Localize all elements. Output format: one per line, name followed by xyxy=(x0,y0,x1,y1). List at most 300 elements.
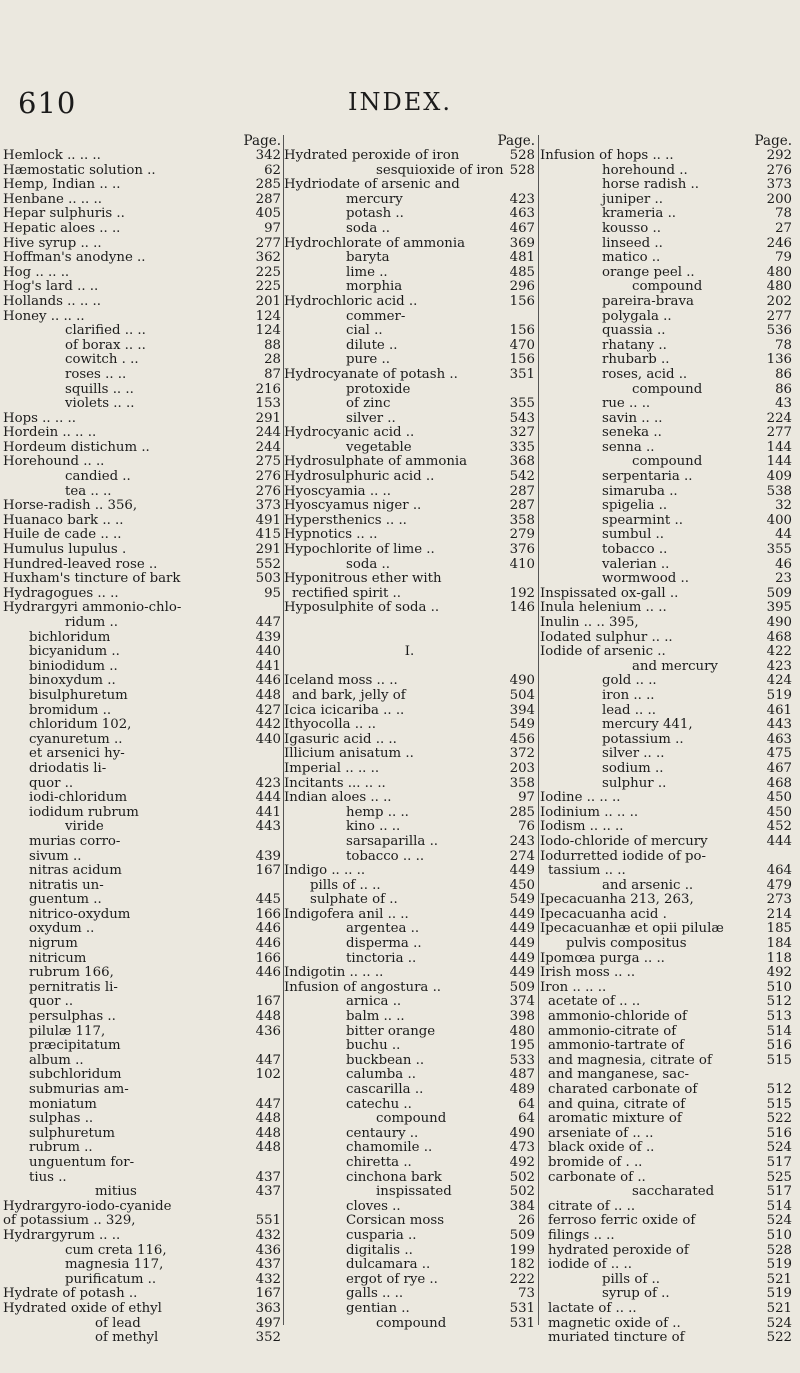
entry-term: subchloridum xyxy=(29,1067,122,1083)
blank-line xyxy=(284,631,535,646)
entry-page: 427 xyxy=(255,702,281,718)
index-entry xyxy=(540,835,792,850)
entry-term: tea .. .. xyxy=(65,483,112,499)
entry-page: 97 xyxy=(518,790,535,806)
entry-term: compound xyxy=(376,1111,447,1127)
entry-term: pernitratis li- xyxy=(29,979,118,995)
index-entry xyxy=(284,587,535,602)
entry-page: 185 xyxy=(766,921,792,937)
index-entry xyxy=(284,937,535,952)
entry-term: nitras acidum xyxy=(29,863,122,879)
index-entry xyxy=(540,339,792,354)
entry-page: 516 xyxy=(766,1125,792,1141)
entry-term: rhatany .. xyxy=(602,337,667,353)
entry-page: 276 xyxy=(766,162,792,178)
entry-page: 369 xyxy=(509,235,535,251)
entry-term: tassium .. .. xyxy=(548,863,626,879)
entry-page: 525 xyxy=(766,1169,792,1185)
index-entry xyxy=(540,1200,792,1215)
entry-term: commer- xyxy=(346,308,406,324)
index-entry xyxy=(540,485,792,500)
entry-page: 516 xyxy=(766,1038,792,1054)
entry-term: cial .. xyxy=(346,323,383,339)
entry-term: Hydriodate of arsenic and xyxy=(284,177,460,193)
entry-page: 351 xyxy=(509,366,535,382)
index-entry xyxy=(540,324,792,339)
column-page-heading: Page. xyxy=(243,133,281,149)
index-entry xyxy=(540,1287,792,1302)
entry-page: 201 xyxy=(255,293,281,309)
entry-term: Inula helenium .. .. xyxy=(540,600,667,616)
entry-page: 368 xyxy=(509,454,535,470)
index-entry xyxy=(284,1098,535,1113)
entry-term: buckbean .. xyxy=(346,1052,425,1068)
entry-term: quor .. xyxy=(29,994,74,1010)
entry-term: Ithyocolla .. .. xyxy=(284,717,376,733)
entry-term: Huxham's tincture of bark xyxy=(3,571,181,587)
entry-page: 448 xyxy=(255,1009,281,1025)
entry-term: compound xyxy=(632,279,703,295)
index-entry xyxy=(540,251,792,266)
entry-term: hydrated peroxide of xyxy=(548,1242,689,1258)
entry-page: 480 xyxy=(766,279,792,295)
index-entry xyxy=(540,310,792,325)
entry-page: 531 xyxy=(509,1315,535,1331)
entry-term: silver .. xyxy=(346,410,396,426)
entry-page: 443 xyxy=(255,819,281,835)
index-entry xyxy=(540,1025,792,1040)
index-entry xyxy=(284,339,535,354)
index-entry xyxy=(3,1287,281,1302)
entry-term: and arsenic .. xyxy=(602,877,694,893)
index-entry xyxy=(284,368,535,383)
entry-page: 514 xyxy=(766,1198,792,1214)
entry-page: 214 xyxy=(766,906,792,922)
entry-page: 522 xyxy=(766,1111,792,1127)
entry-page: 475 xyxy=(766,746,792,762)
index-entry xyxy=(284,1039,535,1054)
entry-page: 447 xyxy=(255,1052,281,1068)
index-entry xyxy=(3,777,281,792)
index-entry xyxy=(3,339,281,354)
entry-term: bichloridum xyxy=(29,629,111,645)
entry-page: 62 xyxy=(264,162,281,178)
entry-page: 444 xyxy=(766,833,792,849)
entry-term: Hog .. .. .. xyxy=(3,264,70,280)
entry-page: 449 xyxy=(509,906,535,922)
index-entry xyxy=(540,1214,792,1229)
index-entry xyxy=(3,1127,281,1142)
entry-page: 27 xyxy=(775,220,792,236)
index-entry xyxy=(540,820,792,835)
index-entry xyxy=(284,383,535,398)
entry-term: driodatis li- xyxy=(29,760,107,776)
entry-term: nitrico-oxydum xyxy=(29,906,131,922)
entry-term: lead .. .. xyxy=(602,702,656,718)
entry-term: spearmint .. xyxy=(602,512,683,528)
entry-page: 384 xyxy=(509,1198,535,1214)
entry-page: 395 xyxy=(766,600,792,616)
index-entry xyxy=(284,806,535,821)
entry-page: 153 xyxy=(255,396,281,412)
index-entry xyxy=(540,879,792,894)
entry-page: 467 xyxy=(509,220,535,236)
index-entry xyxy=(3,426,281,441)
entry-page: 64 xyxy=(518,1096,535,1112)
index-entry xyxy=(540,1273,792,1288)
index-entry xyxy=(540,426,792,441)
entry-page: 97 xyxy=(264,220,281,236)
entry-page: 276 xyxy=(255,469,281,485)
index-entry xyxy=(3,704,281,719)
entry-page: 43 xyxy=(775,396,792,412)
index-entry xyxy=(284,558,535,573)
entry-term: iodidum rubrum xyxy=(29,804,139,820)
entry-term: Horehound .. .. xyxy=(3,454,105,470)
entry-term: gentian .. xyxy=(346,1300,410,1316)
entry-page: 156 xyxy=(509,293,535,309)
entry-term: rhubarb .. xyxy=(602,352,670,368)
entry-term: calumba .. xyxy=(346,1067,416,1083)
entry-page: 491 xyxy=(255,512,281,528)
entry-page: 23 xyxy=(775,571,792,587)
entry-page: 167 xyxy=(255,994,281,1010)
entry-term: Hyponitrous ether with xyxy=(284,571,442,587)
entry-page: 296 xyxy=(509,279,535,295)
entry-term: centaury .. xyxy=(346,1125,419,1141)
index-entry xyxy=(284,251,535,266)
entry-term: soda .. xyxy=(346,220,390,236)
entry-page: 487 xyxy=(509,1067,535,1083)
entry-term: Irish moss .. .. xyxy=(540,965,636,981)
entry-page: 432 xyxy=(255,1271,281,1287)
entry-term: Iceland moss .. .. xyxy=(284,673,398,689)
entry-term: compound xyxy=(632,454,703,470)
entry-term: kino .. .. xyxy=(346,819,401,835)
entry-term: sulphate of .. xyxy=(310,892,398,908)
entry-term: arseniate of .. .. xyxy=(548,1125,654,1141)
entry-term: Hog's lard .. .. xyxy=(3,279,99,295)
entry-page: 490 xyxy=(766,615,792,630)
index-entry xyxy=(540,368,792,383)
entry-term: bromide of . .. xyxy=(548,1154,643,1170)
index-entry xyxy=(284,689,535,704)
index-entry xyxy=(540,280,792,295)
entry-page: 287 xyxy=(509,498,535,514)
index-entry xyxy=(3,1010,281,1025)
entry-page: 44 xyxy=(775,527,792,543)
entry-page: 437 xyxy=(255,1257,281,1273)
entry-page: 86 xyxy=(775,366,792,382)
entry-page: 327 xyxy=(509,425,535,441)
entry-term: pilulæ 117, xyxy=(29,1023,106,1039)
index-entry xyxy=(3,499,281,514)
entry-term: Iron .. .. .. xyxy=(540,979,607,995)
entry-page: 274 xyxy=(509,848,535,864)
index-entry xyxy=(3,383,281,398)
entry-term: valerian .. xyxy=(602,556,670,572)
entry-term: Imperial .. .. .. xyxy=(284,760,380,776)
entry-page: 485 xyxy=(509,264,535,280)
entry-page: 436 xyxy=(255,1242,281,1258)
entry-page: 136 xyxy=(766,352,792,368)
entry-page: 509 xyxy=(766,585,792,601)
entry-page: 551 xyxy=(255,1213,281,1229)
index-entry xyxy=(3,572,281,587)
index-entry xyxy=(284,164,535,179)
entry-page: 517 xyxy=(766,1184,792,1200)
entry-term: morphia xyxy=(346,279,403,295)
entry-term: Iodism .. .. .. xyxy=(540,819,624,835)
index-entry xyxy=(540,587,792,602)
entry-term: nitricum xyxy=(29,950,87,966)
entry-page: 528 xyxy=(509,162,535,178)
index-entry xyxy=(540,149,792,164)
index-entry xyxy=(3,1025,281,1040)
entry-term: rue .. .. xyxy=(602,396,651,412)
entry-page: 440 xyxy=(255,731,281,747)
entry-term: baryta xyxy=(346,250,390,266)
entry-term: Hemp, Indian .. .. xyxy=(3,177,121,193)
entry-page: 200 xyxy=(766,191,792,207)
index-entry xyxy=(284,572,535,587)
entry-term: sumbul .. xyxy=(602,527,665,543)
entry-page: 373 xyxy=(766,177,792,193)
index-entry xyxy=(3,310,281,325)
entry-term: acetate of .. .. xyxy=(548,994,641,1010)
entry-term: juniper .. xyxy=(602,191,663,207)
index-entry xyxy=(3,1141,281,1156)
entry-term: rubrum 166, xyxy=(29,965,114,981)
index-entry xyxy=(284,149,535,164)
entry-term: Hollands .. .. .. xyxy=(3,293,101,309)
index-entry xyxy=(3,324,281,339)
index-entry xyxy=(284,995,535,1010)
entry-term: Hive syrup .. .. xyxy=(3,235,102,251)
index-entry xyxy=(3,981,281,996)
entry-term: violets .. .. xyxy=(65,396,135,412)
index-entry xyxy=(284,266,535,281)
entry-page: 445 xyxy=(255,892,281,908)
entry-page: 291 xyxy=(255,410,281,426)
entry-page: 437 xyxy=(255,1184,281,1200)
index-entry xyxy=(284,528,535,543)
index-entry xyxy=(540,1258,792,1273)
entry-page: 275 xyxy=(255,454,281,470)
entry-term: pills of .. .. xyxy=(310,877,381,893)
entry-page: 543 xyxy=(509,410,535,426)
index-entry xyxy=(284,280,535,295)
index-entry xyxy=(3,879,281,894)
index-entry xyxy=(540,952,792,967)
index-entry xyxy=(284,1317,535,1332)
index-entry xyxy=(3,1214,281,1229)
index-entry xyxy=(540,1112,792,1127)
entry-term: sivum .. xyxy=(29,848,82,864)
entry-term: quor .. xyxy=(29,775,74,791)
entry-term: polygala .. xyxy=(602,308,672,324)
index-entry xyxy=(284,470,535,485)
entry-page: 394 xyxy=(509,702,535,718)
entry-term: of lead xyxy=(95,1315,141,1331)
entry-term: persulphas .. xyxy=(29,1009,116,1025)
entry-page: 504 xyxy=(509,687,535,703)
entry-term: Hydrosulphate of ammonia xyxy=(284,454,468,470)
entry-page: 439 xyxy=(255,848,281,864)
entry-page: 509 xyxy=(509,979,535,995)
entry-term: pure .. xyxy=(346,352,390,368)
index-entry xyxy=(284,850,535,865)
entry-page: 244 xyxy=(255,425,281,441)
entry-page: 480 xyxy=(509,1023,535,1039)
entry-term: sesquioxide of iron xyxy=(376,162,504,178)
entry-term: disperma .. xyxy=(346,936,422,952)
entry-page: 461 xyxy=(766,702,792,718)
index-entry xyxy=(540,397,792,412)
entry-term: Hemlock .. .. .. xyxy=(3,148,101,163)
index-entry xyxy=(540,908,792,923)
index-entry xyxy=(3,295,281,310)
index-entry xyxy=(284,1287,535,1302)
entry-term: iodide of .. .. xyxy=(548,1257,632,1273)
entry-term: ergot of rye .. xyxy=(346,1271,438,1287)
blank-line xyxy=(284,660,535,675)
index-entry xyxy=(3,1098,281,1113)
entry-page: 449 xyxy=(509,863,535,879)
index-entry xyxy=(540,222,792,237)
entry-term: cowitch . .. xyxy=(65,352,139,368)
entry-term: Hydrate of potash .. xyxy=(3,1286,138,1302)
entry-page: 513 xyxy=(766,1009,792,1025)
entry-term: nitratis un- xyxy=(29,877,104,893)
entry-term: Hepar sulphuris .. xyxy=(3,206,125,222)
index-entry xyxy=(540,412,792,427)
index-entry xyxy=(284,193,535,208)
index-entry xyxy=(3,1039,281,1054)
index-entry xyxy=(540,193,792,208)
entry-page: 441 xyxy=(255,804,281,820)
index-entry xyxy=(284,222,535,237)
entry-page: 549 xyxy=(509,892,535,908)
index-entry xyxy=(3,353,281,368)
index-entry xyxy=(540,631,792,646)
entry-page: 184 xyxy=(766,936,792,952)
index-entry xyxy=(3,952,281,967)
entry-term: quassia .. xyxy=(602,323,666,339)
index-entry xyxy=(3,922,281,937)
entry-page: 279 xyxy=(509,527,535,543)
entry-page: 524 xyxy=(766,1140,792,1156)
entry-term: Hundred-leaved rose .. xyxy=(3,556,158,572)
entry-term: iron .. .. xyxy=(602,687,655,703)
index-entry xyxy=(3,908,281,923)
entry-page: 446 xyxy=(255,965,281,981)
index-entry xyxy=(3,193,281,208)
index-entry xyxy=(540,266,792,281)
entry-term: Ipecacuanha 213, 263, xyxy=(540,892,694,908)
index-entry xyxy=(540,455,792,470)
entry-page: 450 xyxy=(766,790,792,806)
entry-term: magnesia 117, xyxy=(65,1257,164,1273)
entry-term: candied .. xyxy=(65,469,131,485)
entry-page: 481 xyxy=(509,250,535,266)
entry-term: sulphuretum xyxy=(29,1125,116,1141)
entry-page: 88 xyxy=(264,337,281,353)
entry-page: 277 xyxy=(766,425,792,441)
entry-term: potash .. xyxy=(346,206,404,222)
index-entry xyxy=(540,441,792,456)
entry-term: and mercury xyxy=(632,658,718,674)
entry-page: 449 xyxy=(509,965,535,981)
entry-term: Hydrargyro-iodo-cyanide xyxy=(3,1198,172,1214)
index-entry xyxy=(540,981,792,996)
entry-page: 78 xyxy=(775,337,792,353)
index-entry xyxy=(3,1317,281,1332)
index-entry xyxy=(3,149,281,164)
index-entry xyxy=(284,455,535,470)
index-entry xyxy=(284,412,535,427)
entry-term: Hypersthenics .. .. xyxy=(284,512,407,528)
entry-term: Huanaco bark .. .. xyxy=(3,512,124,528)
entry-page: 533 xyxy=(509,1052,535,1068)
entry-term: Ipecacuanha acid . xyxy=(540,906,667,922)
entry-term: krameria .. xyxy=(602,206,677,222)
entry-term: ammonio-citrate of xyxy=(548,1023,677,1039)
index-entry xyxy=(540,1156,792,1171)
index-entry xyxy=(284,1258,535,1273)
entry-page: 531 xyxy=(509,1300,535,1316)
entry-page: 467 xyxy=(766,760,792,776)
entry-term: roses .. .. xyxy=(65,366,127,382)
entry-page: 448 xyxy=(255,1111,281,1127)
index-entry xyxy=(540,762,792,777)
entry-term: citrate of .. .. xyxy=(548,1198,636,1214)
index-entry xyxy=(284,922,535,937)
entry-page: 464 xyxy=(766,863,792,879)
index-entry xyxy=(540,1302,792,1317)
index-entry xyxy=(3,543,281,558)
entry-term: moniatum xyxy=(29,1096,97,1112)
entry-term: cinchona bark xyxy=(346,1169,442,1185)
index-entry xyxy=(3,806,281,821)
entry-page: 243 xyxy=(509,833,535,849)
index-entry xyxy=(3,762,281,777)
index-entry xyxy=(284,791,535,806)
entry-term: Hoffman's anodyne .. xyxy=(3,250,146,266)
index-entry xyxy=(284,966,535,981)
index-entry xyxy=(3,237,281,252)
entry-term: murias corro- xyxy=(29,833,121,849)
entry-term: horehound .. xyxy=(602,162,688,178)
entry-term: cascarilla .. xyxy=(346,1082,424,1097)
entry-term: Honey .. .. .. xyxy=(3,308,85,324)
entry-term: savin .. .. xyxy=(602,410,663,426)
entry-term: bicyanidum .. xyxy=(29,644,120,660)
entry-term: submurias am- xyxy=(29,1082,129,1097)
index-entry xyxy=(540,966,792,981)
index-entry xyxy=(284,777,535,792)
entry-page: 409 xyxy=(766,469,792,485)
index-entry xyxy=(3,1200,281,1215)
entry-term: purificatum .. xyxy=(65,1271,157,1287)
entry-page: 362 xyxy=(255,250,281,266)
entry-term: pulvis compositus xyxy=(566,936,687,952)
index-entry xyxy=(284,733,535,748)
entry-page: 538 xyxy=(766,483,792,499)
entry-page: 447 xyxy=(255,1096,281,1112)
entry-page: 124 xyxy=(255,308,281,324)
entry-term: black oxide of .. xyxy=(548,1140,655,1156)
